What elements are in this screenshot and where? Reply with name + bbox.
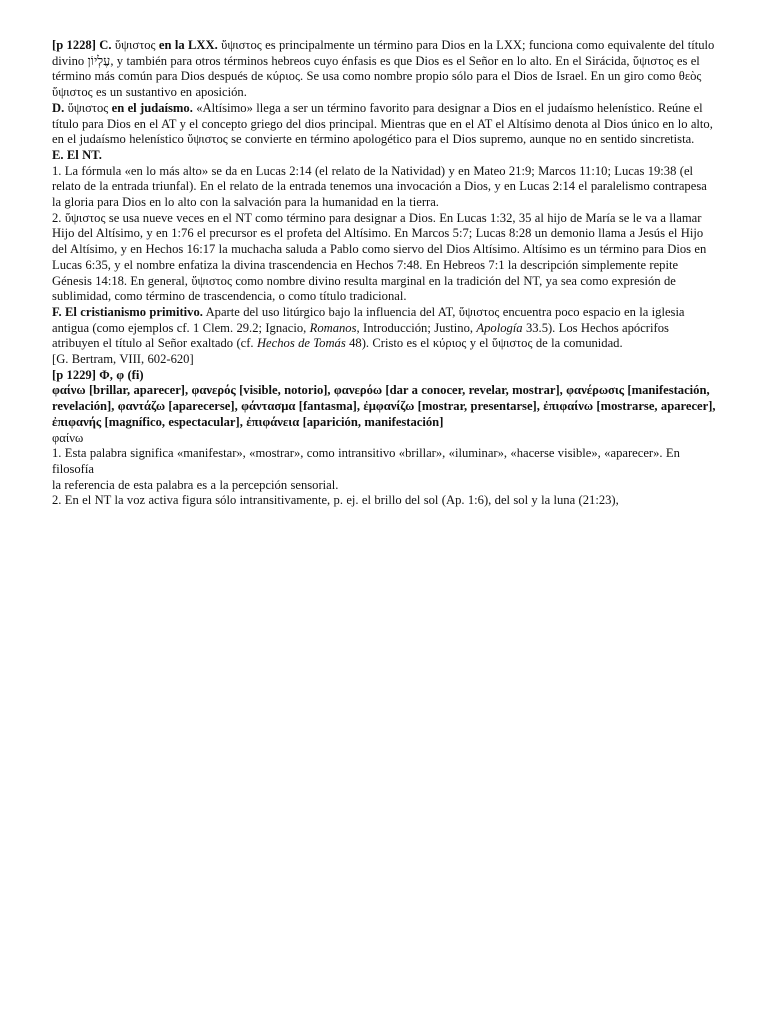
- page-marker: [p 1229]: [52, 367, 96, 382]
- section-d-heading-letter: D.: [52, 100, 65, 115]
- section-e-point-2: [52, 211, 716, 305]
- page-marker: [p 1228]: [52, 38, 96, 52]
- hebrew-term: עֶלְיוֹן: [87, 53, 111, 68]
- greek-term: κύριος: [266, 69, 300, 84]
- phi-point-2: 2. En el NT la voz activa figura sólo intransitivamente, p. ej. el brillo del sol (Ap. 1:6), del sol y la luna (21:23),: [52, 493, 619, 508]
- entry-letter: Φ, φ (fi): [99, 367, 144, 382]
- body-text: , Introducción; Justino,: [356, 320, 474, 335]
- greek-term: ὕψιστος: [491, 336, 533, 351]
- greek-term: ὕψιστος: [67, 100, 109, 115]
- body-text: es un sustantivo en aposición.: [96, 85, 247, 100]
- body-text: es el término más común para Dios después de: [52, 53, 700, 84]
- section-c-heading-letter: C.: [99, 38, 112, 52]
- greek-term: ὕψιστος: [191, 273, 232, 288]
- body-text: «Altísimo» llega a ser un término favorito para designar a Dios en el judaísmo helenístico. Reúne el título para Dios en el AT y el concepto griego del dios principal. Mientras que en el AT el Altísimo denota al Dios único en lo alto, en el judaísmo helenístico: [52, 100, 713, 147]
- body-text: y el: [469, 336, 489, 351]
- section-d-paragraph: [52, 101, 716, 148]
- lemma: φαίνω: [52, 430, 84, 445]
- section-d-heading: en el judaísmo.: [111, 100, 193, 115]
- phi-term-list: φαίνω [brillar, aparecer], φανερός [visible, notorio], φανερόω [dar a conocer, revelar, mostrar], φανέρωσις [manifestación, revelación], φαντάζω [aparecerse], φάντασμα [fantasma], ἐμφανίζω [mostrar, presentarse], ἐπιφαίνω [mostrarse, aparecer], ἐπιφανής [magnífico, espectacular], ἐπιφάνεια [aparición, manifestación]: [52, 383, 716, 429]
- section-e-point-1: 1. La fórmula «en lo más alto» se da en Lucas 2:14 (el relato de la Natividad) y en Mateo 21:9; Marcos 11:10; Lucas 19:38 (el relato de la entrada triunfal). En el relato de la entrada tenemos una invocación a Dios, y en Lucas 2:14 el paralelismo contrapesa la gloria para Dios en lo alto con la salvación para la humanidad en la tierra.: [52, 163, 707, 210]
- body-text: como nombre divino resulta marginal en la tradición del NT, ya sea como expresión de sublimidad, como término de trascendencia, o como título tradicional.: [52, 273, 676, 304]
- greek-term: θεὸς ὕψιστος: [52, 69, 702, 100]
- body-text: 48). Cristo es el: [349, 336, 430, 351]
- work-title: Romanos: [309, 320, 357, 335]
- body-text: , y también para otros términos hebreos cuyo énfasis es que Dios es el Señor en lo alto. En el Sirácida,: [110, 53, 630, 68]
- phi-entry-heading: [52, 368, 716, 384]
- body-text: . Se usa como nombre propio sólo para el Dios de Israel. En un giro como: [299, 69, 676, 84]
- greek-term: ὕψιστος: [64, 210, 106, 225]
- body-text: Aparte del uso litúrgico bajo la influencia del AT,: [205, 304, 456, 319]
- greek-term: ὕψιστος: [632, 53, 674, 68]
- work-title: Hechos de Tomás: [256, 336, 346, 351]
- greek-term: ὕψιστος: [458, 304, 500, 319]
- greek-term: ὕψιστος: [221, 38, 262, 52]
- greek-term: κύριος: [432, 336, 467, 351]
- body-text: 33.5). Los Hechos apócrifos atribuyen el título al Señor exaltado (cf.: [52, 320, 669, 351]
- body-text: 2.: [52, 210, 62, 225]
- section-c-paragraph: [52, 38, 716, 101]
- section-f-paragraph: [52, 305, 716, 352]
- document-page: [52, 38, 716, 509]
- phi-point-1: 1. Esta palabra significa «manifestar», «mostrar», como intransitivo «brillar», «iluminar», «hacerse visible», «aparecer». En filosofía: [52, 446, 680, 476]
- body-text: encuentra poco espacio en la iglesia antigua (como ejemplos cf. 1 Clem. 29.2; Ignacio,: [52, 304, 685, 335]
- body-text: se convierte en término apologético para el Dios supremo, aunque no en sentido sincretista.: [231, 132, 695, 147]
- section-c-heading: en la LXX.: [158, 38, 218, 52]
- author-citation: [G. Bertram, VIII, 602‑620]: [52, 352, 194, 367]
- section-f-heading: F. El cristianismo primitivo.: [52, 304, 203, 319]
- section-e-heading: E. El NT.: [52, 147, 102, 162]
- work-title: Apología: [476, 320, 523, 335]
- phi-point-1-continued: la referencia de esta palabra es a la percepción sensorial.: [52, 477, 339, 492]
- greek-term: ὕψιστος: [114, 38, 156, 52]
- greek-term: ὕψιστος: [187, 132, 228, 147]
- body-text: es principalmente un término para Dios en la LXX; funciona como equivalente del título divino: [52, 38, 715, 68]
- body-text: de la comunidad.: [535, 336, 623, 351]
- body-text: se usa nueve veces en el NT como término para designar a Dios. En Lucas 1:32, 35 al hijo de María se le va a llamar Hijo del Altísimo, y en 1:76 el precursor es el profeta del Altísimo. En Marcos 5:7; Lucas 8:28 un demonio llama a Jesús el Hijo del Altísimo, y en Hechos 16:17 la muchacha saluda a Pablo como siervo del Dios Altísimo. Altísimo es un término para Dios en Lucas 6:35, y el nombre enfatiza la divina trascendencia en Hechos 7:48. En Hebreos 7:1 la descripción simplemente repite Génesis 14:18. En general,: [52, 210, 707, 288]
